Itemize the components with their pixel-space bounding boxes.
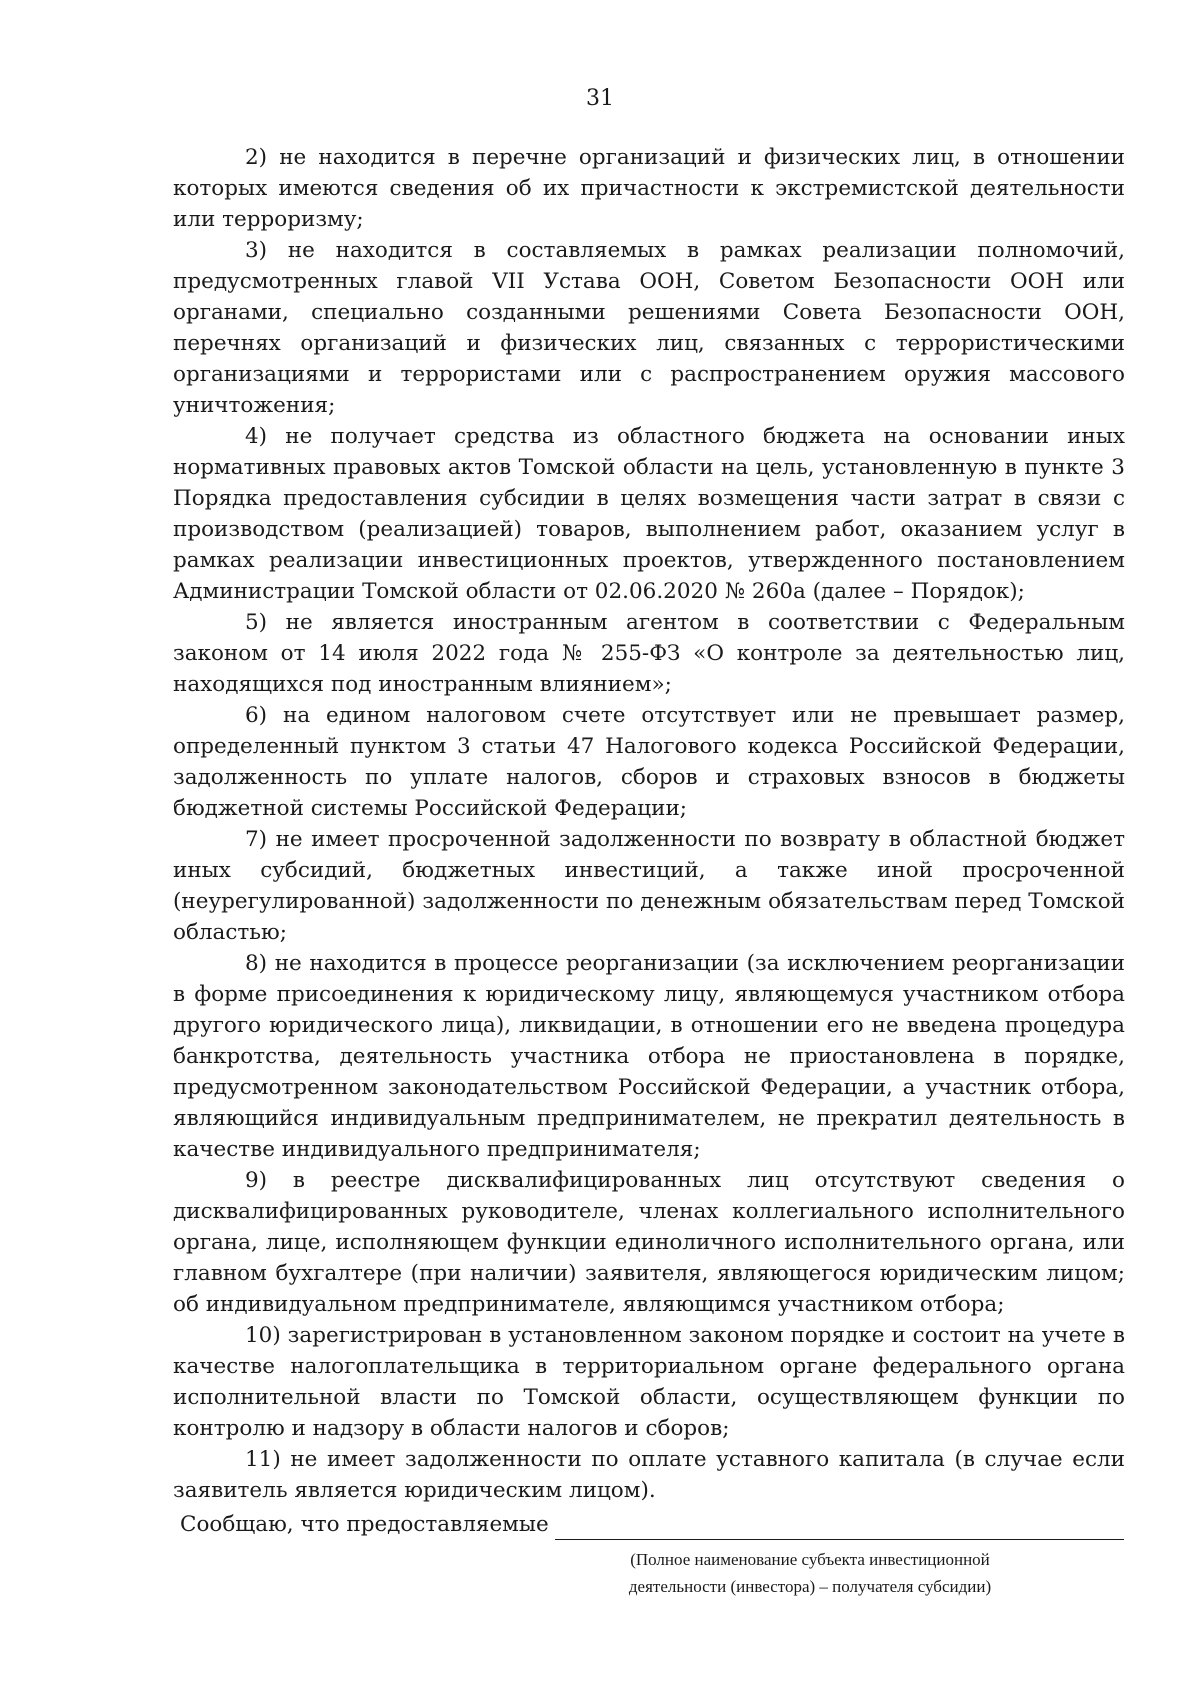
list-item-3: 3) не находится в составляемых в рамках реализации полномочий, предусмотренных главой VII Устава ООН, Советом Безопасности ООН или органами, специально созданными решениями Совета Безопасности ООН, перечнях организаций и физических лиц, связанных с террористическими организациями и террористами или с распространением оружия массового уничтожения; [173, 238, 1125, 418]
list-item-7: 7) не имеет просроченной задолженности по возврату в областной бюджет иных субсидий, бюджетных инвестиций, а также иной просроченной (неурегулированной) задолженности по денежным обязательствам перед Томской областью; [173, 827, 1125, 945]
page-number: 31 [586, 86, 614, 111]
list-item-2: 2) не находится в перечне организаций и физических лиц, в отношении которых имеются сведения об их причастности к экстремистской деятельности или терроризму; [173, 145, 1125, 232]
caption-line-1: (Полное наименование субъекта инвестиционной [630, 1550, 990, 1569]
list-item-4: 4) не получает средства из областного бюджета на основании иных нормативных правовых актов Томской области на цель, установленную в пункте 3 Порядка предоставления субсидии в целях возмещения части затрат в связи с производством (реализацией) товаров, выполнением работ, оказанием услуг в рамках реализации инвестиционных проектов, утвержденного постановлением Администрации Томской области от 02.06.2020 № 260а (далее – Порядок); [173, 424, 1125, 604]
list-item-6: 6) на едином налоговом счете отсутствует или не превышает размер, определенный пунктом 3 статьи 47 Налогового кодекса Российской Федерации, задолженность по уплате налогов, сборов и страховых взносов в бюджеты бюджетной системы Российской Федерации; [173, 703, 1125, 821]
list-item-11: 11) не имеет задолженности по оплате уставного капитала (в случае если заявитель является юридическим лицом). [173, 1447, 1125, 1503]
document-body [173, 142, 1125, 1506]
list-item-5: 5) не является иностранным агентом в соответствии с Федеральным законом от 14 июля 2022 года № 255-ФЗ «О контроле за деятельностью лиц, находящихся под иностранным влиянием»; [173, 610, 1125, 697]
list-item-9: 9) в реестре дисквалифицированных лиц отсутствуют сведения о дисквалифицированных руководителе, членах коллегиального исполнительного органа, лице, исполняющем функции единоличного исполнительного органа, или главном бухгалтере (при наличии) заявителя, являющегося юридическим лицом; об индивидуальном предпринимателе, являющимся участником отбора; [173, 1168, 1125, 1317]
fill-in-blank [555, 1513, 1124, 1540]
list-item-8: 8) не находится в процессе реорганизации (за исключением реорганизации в форме присоединения к юридическому лицу, являющемуся участником отбора другого юридического лица), ликвидации, в отношении его не введена процедура банкротства, деятельность участника отбора не приостановлена в порядке, предусмотренном законодательством Российской Федерации, а участник отбора, являющийся индивидуальным предпринимателем, не прекратил деятельность в качестве индивидуального предпринимателя; [173, 951, 1125, 1162]
blank-caption [560, 1546, 1060, 1600]
statement-line [180, 1506, 1124, 1540]
statement-text: Сообщаю, что предоставляемые [180, 1512, 549, 1537]
caption-line-2: деятельности (инвестора) – получателя субсидии) [628, 1577, 992, 1596]
list-item-10: 10) зарегистрирован в установленном законом порядке и состоит на учете в качестве налогоплательщика в территориальном органе федерального органа исполнительной власти по Томской области, осуществляющем функции по контролю и надзору в области налогов и сборов; [173, 1323, 1125, 1441]
